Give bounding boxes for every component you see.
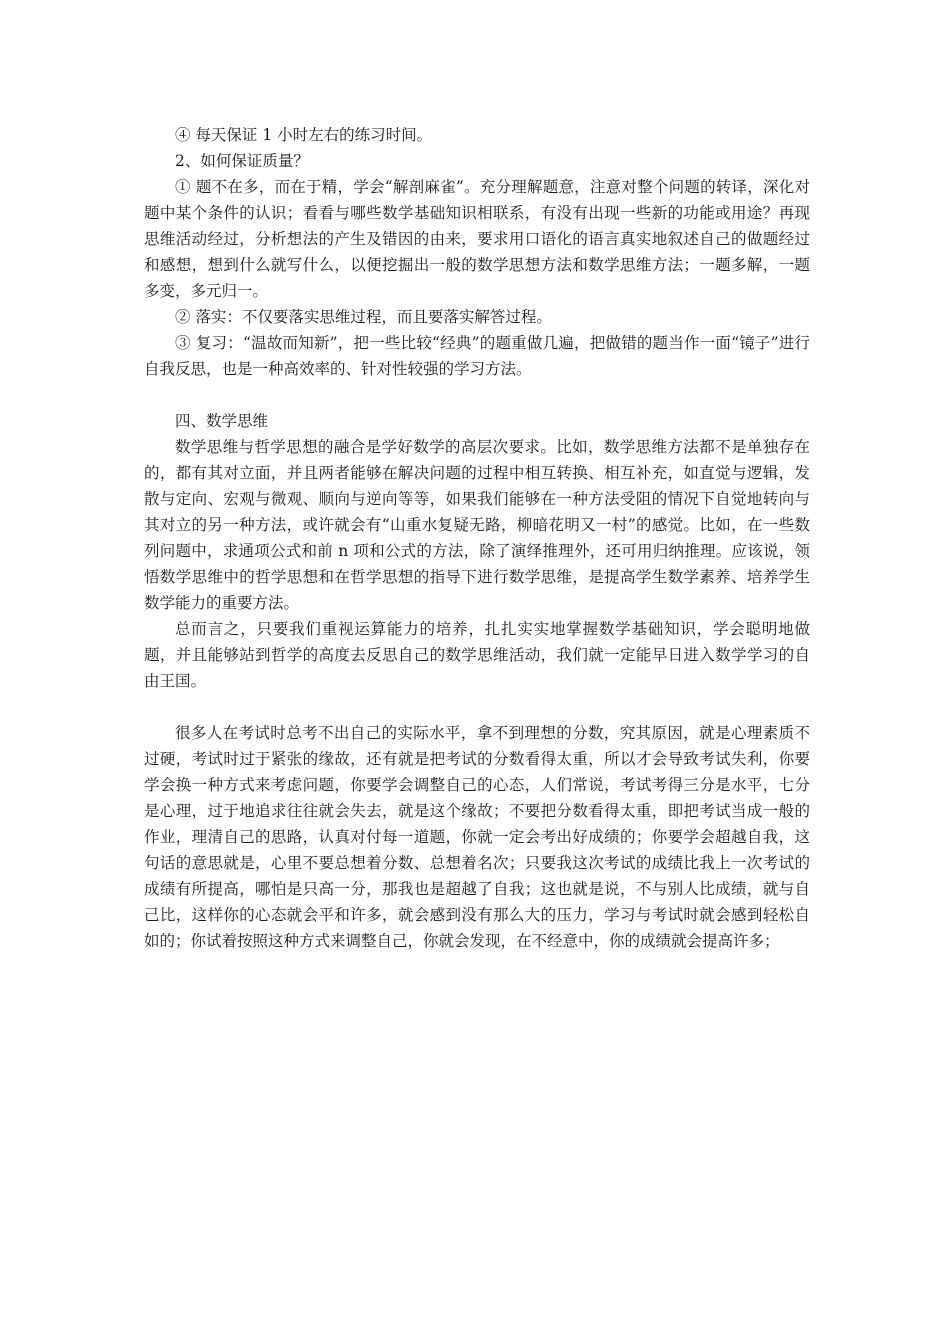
paragraph: ④ 每天保证 1 小时左右的练习时间。 — [175, 126, 433, 144]
paragraph: ① 题不在多，而在于精，学会“解剖麻雀”。充分理解题意，注意对整个问题的转译，深化对题中某个条件的认识；看看与哪些数学基础知识相联系，有没有出现一些新的功能或用途？再现思维活动经过，分析想法的产生及错因的由来，要求用口语化的语言真实地叙述自己的做题经过和感想，想到什么就写什么，以便挖掘出一般的数学思想方法和数学思维方法；一题多解，一题多变，多元归一。 — [144, 178, 810, 300]
spacer — [144, 382, 810, 408]
section-heading: 四、数学思维 — [175, 412, 269, 430]
spacer — [144, 694, 810, 720]
paragraph: 数学思维与哲学思想的融合是学好数学的高层次要求。比如，数学思维方法都不是单独存在的，都有其对立面，并且两者能够在解决问题的过程中相互转换、相互补充，如直觉与逻辑，发散与定向、宏观与微观、顺向与逆向等等，如果我们能够在一种方法受阻的情况下自觉地转向与其对立的另一种方法，或许就会有“山重水复疑无路，柳暗花明又一村”的感觉。比如，在一些数列问题中，求通项公式和前 n 项和公式的方法，除了演绎推理外，还可用归纳推理。应该说，领悟数学思维中的哲学思想和在哲学思想的指导下进行数学思维，是提高学生数学素养、培养学生数学能力的重要方法。 — [144, 438, 810, 612]
paragraph: ② 落实：不仅要落实思维过程，而且要落实解答过程。 — [175, 308, 552, 326]
paragraph: ③ 复习：“温故而知新”，把一些比较“经典”的题重做几遍，把做错的题当作一面“镜子”进行自我反思，也是一种高效率的、针对性较强的学习方法。 — [144, 334, 810, 378]
subheading: 2、如何保证质量？ — [175, 152, 309, 170]
paragraph: 总而言之，只要我们重视运算能力的培养，扎扎实实地掌握数学基础知识，学会聪明地做题，并且能够站到哲学的高度去反思自己的数学思维活动，我们就一定能早日进入数学学习的自由王国。 — [144, 620, 810, 690]
document-body — [144, 122, 810, 954]
paragraph: 很多人在考试时总考不出自己的实际水平，拿不到理想的分数，究其原因，就是心理素质不过硬，考试时过于紧张的缘故，还有就是把考试的分数看得太重，所以才会导致考试失利，你要学会换一种方式来考虑问题，你要学会调整自己的心态，人们常说，考试考得三分是水平，七分是心理，过于地追求往往就会失去，就是这个缘故；不要把分数看得太重，即把考试当成一般的作业，理清自己的思路，认真对付每一道题，你就一定会考出好成绩的；你要学会超越自我，这句话的意思就是，心里不要总想着分数、总想着名次；只要我这次考试的成绩比我上一次考试的成绩有所提高，哪怕是只高一分，那我也是超越了自我；这也就是说，不与别人比成绩，就与自己比，这样你的心态就会平和许多，就会感到没有那么大的压力，学习与考试时就会感到轻松自如的；你试着按照这种方式来调整自己，你就会发现，在不经意中，你的成绩就会提高许多； — [144, 724, 810, 950]
